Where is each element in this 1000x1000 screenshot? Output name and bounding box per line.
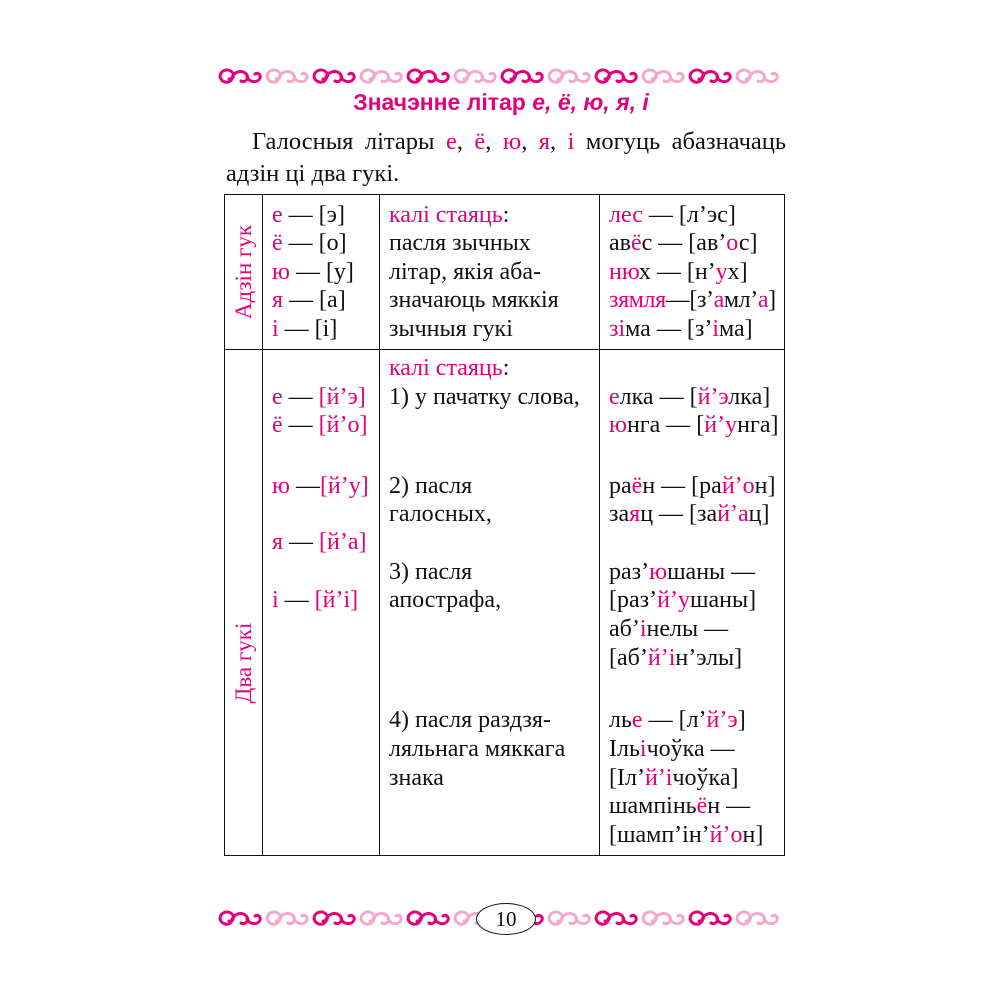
map-item: е — [э] bbox=[272, 202, 345, 228]
example-line: лье — [л’й’э] bbox=[609, 707, 746, 734]
scroll-motif bbox=[643, 70, 683, 82]
ex-part: ю bbox=[649, 559, 668, 586]
rule-heading bbox=[389, 201, 599, 229]
two-sounds-row bbox=[225, 350, 785, 856]
map-letter: я bbox=[272, 529, 284, 556]
ex-part: [за bbox=[689, 501, 718, 528]
ex-part: [л’ bbox=[678, 202, 707, 228]
rule-line: пасля зычных bbox=[389, 230, 531, 257]
intro-letter-yo: ё bbox=[474, 128, 486, 155]
scroll-motif bbox=[408, 70, 448, 82]
scroll-motif bbox=[549, 912, 589, 924]
rule-condition-1: 1) у пачатку слова, bbox=[389, 384, 580, 411]
map-item: ю —[й’у] bbox=[272, 473, 369, 500]
ex-part: [з’ bbox=[689, 287, 714, 314]
title-lead: Значэнне літар bbox=[353, 89, 526, 115]
ex-part: а bbox=[757, 287, 769, 314]
map-sound: [й’і] bbox=[314, 587, 359, 614]
map-letter: ё bbox=[272, 412, 283, 439]
ex-part: ма] bbox=[718, 315, 753, 342]
ex-part: аб’ bbox=[609, 616, 640, 643]
page-number: 10 bbox=[476, 903, 536, 935]
ex-part: ц] bbox=[748, 501, 770, 528]
ex-part: н] bbox=[754, 473, 776, 500]
scroll-motif bbox=[737, 70, 777, 82]
intro-text-end: могуць абазначаць bbox=[585, 128, 787, 155]
ex-part: ] bbox=[768, 287, 776, 314]
ex-part: [н’ bbox=[686, 258, 716, 285]
rule-line: зычныя гукі bbox=[389, 315, 513, 342]
scroll-motif bbox=[220, 70, 260, 82]
one-sound-row bbox=[225, 195, 785, 350]
ex-part: лес bbox=[609, 202, 643, 228]
one-sound-map-cell bbox=[263, 195, 380, 350]
ex-part: [ра bbox=[691, 473, 722, 500]
ex-part: лка bbox=[619, 384, 654, 411]
map-letter: і bbox=[272, 587, 279, 614]
example-line: авёс — [ав’ос] bbox=[609, 230, 758, 257]
ex-part: [Іл’ bbox=[609, 765, 645, 792]
rule-colon: : bbox=[502, 202, 510, 228]
ex-part: ма bbox=[625, 315, 651, 342]
map-sound: [о] bbox=[318, 230, 347, 257]
rule-when: калі стаяць bbox=[389, 355, 503, 382]
map-item: я — [а] bbox=[272, 287, 346, 314]
intro-text-start: Галосныя літары bbox=[252, 128, 435, 155]
ex-part: у bbox=[715, 258, 728, 285]
ex-part: мля bbox=[628, 287, 666, 314]
ex-part: [ bbox=[689, 384, 698, 411]
ex-part: й’а bbox=[717, 501, 749, 528]
map-column bbox=[272, 350, 379, 855]
ex-part: чоўка — bbox=[646, 736, 735, 763]
ex-part: е bbox=[609, 384, 620, 411]
intro-letter-ya: я bbox=[538, 128, 551, 155]
intro-paragraph bbox=[226, 126, 786, 190]
ex-part: за bbox=[609, 501, 630, 528]
ex-part: о bbox=[726, 230, 739, 257]
ex-part: [ bbox=[696, 412, 705, 439]
scroll-motif bbox=[502, 70, 542, 82]
ex-part: й’о bbox=[709, 822, 743, 849]
two-sounds-examples-cell bbox=[600, 350, 785, 856]
ex-part: нга bbox=[626, 412, 661, 439]
example-line: юнга — [й’унга] bbox=[609, 412, 779, 439]
scroll-motif bbox=[690, 912, 730, 924]
scroll-motif bbox=[455, 70, 495, 82]
ex-part: х bbox=[638, 258, 651, 285]
ex-part: нга] bbox=[737, 412, 779, 439]
intro-letter-i: і bbox=[567, 128, 575, 155]
map-sound: [й’о] bbox=[318, 412, 368, 439]
ex-part: ню bbox=[609, 258, 639, 285]
example-line: заяц — [зай’ац] bbox=[609, 501, 770, 528]
ex-part: і bbox=[639, 616, 647, 643]
ex-part: с] bbox=[738, 230, 758, 257]
page-title bbox=[218, 89, 784, 116]
ex-part: й’і bbox=[647, 645, 676, 672]
one-sound-label-cell bbox=[225, 195, 263, 350]
scroll-motif bbox=[220, 912, 260, 924]
scroll-motif bbox=[408, 912, 448, 924]
map-item: і — [і] bbox=[272, 315, 338, 342]
scroll-motif bbox=[314, 912, 354, 924]
ex-part: [раз’ bbox=[609, 587, 658, 614]
top-ornament-border bbox=[218, 64, 784, 90]
ex-part: [ав’ bbox=[688, 230, 727, 257]
ex-part: Іль bbox=[609, 736, 640, 763]
ex-part: [з’ bbox=[686, 315, 713, 342]
ex-part: й’о bbox=[721, 473, 755, 500]
ex-part: шаны] bbox=[689, 587, 757, 614]
scroll-motif bbox=[596, 912, 636, 924]
ex-part: ль bbox=[609, 707, 632, 734]
rule-condition-2: 2) пасля bbox=[389, 473, 473, 500]
scroll-motif bbox=[737, 912, 777, 924]
scroll-ornament-icon bbox=[218, 64, 784, 90]
intro-line-1: Галосныя літары е, ё, ю, я, і могуць абазначаць bbox=[252, 128, 787, 155]
ex-part: шаны — bbox=[667, 559, 756, 586]
title-letters: е, ё, ю, я, і bbox=[532, 89, 649, 115]
letters-table bbox=[224, 194, 785, 856]
scroll-motif bbox=[643, 912, 683, 924]
map-item: е — [й’э] bbox=[272, 384, 366, 411]
scroll-motif bbox=[361, 70, 401, 82]
example-line: елка — [й’элка] bbox=[609, 384, 771, 411]
two-sounds-label: Два гукі bbox=[230, 622, 256, 704]
intro-letter-e: е bbox=[445, 128, 457, 155]
map-item: я — [й’а] bbox=[272, 529, 367, 556]
map-sound: [і] bbox=[314, 315, 338, 342]
ex-part: с bbox=[641, 230, 653, 257]
ex-part: ц bbox=[640, 501, 654, 528]
ex-part: я bbox=[629, 501, 641, 528]
map-sound: [э] bbox=[318, 202, 345, 228]
ex-part: мл’ bbox=[723, 287, 758, 314]
rule-condition-4-end: знака bbox=[389, 765, 444, 792]
map-item: ё — [й’о] bbox=[272, 412, 368, 439]
map-letter: е bbox=[272, 384, 283, 411]
ex-part: н] bbox=[742, 822, 764, 849]
map-item: ё — [о] bbox=[272, 230, 347, 257]
ex-part: раз’ bbox=[609, 559, 650, 586]
ex-part: ю bbox=[609, 412, 627, 439]
example-line bbox=[609, 735, 735, 763]
rule-column bbox=[389, 350, 599, 855]
rule-condition-4: 4) пасля раздзя- bbox=[389, 707, 551, 734]
ex-part: й’э bbox=[706, 707, 738, 734]
ex-part: е bbox=[631, 707, 643, 734]
example-line bbox=[609, 764, 738, 792]
example-line: зямля—[з’амл’а] bbox=[609, 287, 776, 314]
example-line bbox=[609, 586, 756, 614]
ex-part: х] bbox=[727, 258, 748, 285]
map-letter: е bbox=[272, 202, 283, 228]
ex-part: й’у bbox=[704, 412, 738, 439]
rule-condition-4-cont: ляльнага мяккага bbox=[389, 736, 566, 763]
map-item: ю — [у] bbox=[272, 258, 354, 285]
ex-part: зя bbox=[609, 287, 629, 314]
map-letter: я bbox=[272, 287, 284, 314]
ex-part: чоўка] bbox=[672, 765, 739, 792]
map-item: і — [й’і] bbox=[272, 587, 359, 614]
scroll-motif bbox=[267, 70, 307, 82]
one-sound-rule-cell bbox=[380, 195, 600, 350]
ex-part: нелы — bbox=[646, 616, 729, 643]
ex-part: ё bbox=[696, 793, 708, 820]
example-line: нюх — [н’ух] bbox=[609, 258, 748, 285]
ex-part: й’э bbox=[697, 384, 729, 411]
scroll-motif bbox=[267, 912, 307, 924]
ex-part: а bbox=[713, 287, 724, 314]
map-sound: [й’а] bbox=[319, 529, 367, 556]
ex-part: ] bbox=[737, 707, 746, 734]
map-letter: ё bbox=[272, 230, 283, 257]
ex-part: [л’ bbox=[678, 707, 707, 734]
rule-line: значаюць мяккія bbox=[389, 287, 559, 314]
ex-part: ра bbox=[609, 473, 632, 500]
map-sound: [й’э] bbox=[318, 384, 366, 411]
scroll-motif bbox=[314, 70, 354, 82]
ex-part: і bbox=[639, 736, 647, 763]
scroll-motif bbox=[361, 912, 401, 924]
ex-part: зі bbox=[609, 315, 626, 342]
ex-part: ё bbox=[630, 230, 642, 257]
rule-condition-3: 3) пасля bbox=[389, 559, 473, 586]
ex-part: і bbox=[712, 315, 719, 342]
ex-part: шампінь bbox=[609, 793, 697, 820]
ex-part: [шамп’ін’ bbox=[609, 822, 710, 849]
scroll-motif bbox=[596, 70, 636, 82]
two-sounds-rule-cell bbox=[380, 350, 600, 856]
example-line bbox=[609, 821, 763, 849]
scroll-motif bbox=[690, 70, 730, 82]
one-sound-label: Адзін гук bbox=[230, 224, 256, 320]
map-sound: [а] bbox=[319, 287, 346, 314]
ex-part: [аб’ bbox=[609, 645, 648, 672]
examples-column bbox=[609, 350, 784, 855]
example-line: лес — [л’эс] bbox=[609, 202, 736, 228]
ex-part: э bbox=[706, 202, 718, 228]
ex-part: й’у bbox=[657, 587, 690, 614]
ex-part: лка] bbox=[728, 384, 771, 411]
scroll-motif bbox=[549, 70, 589, 82]
example-line: раён — [рай’он] bbox=[609, 473, 776, 500]
intro-line-2: адзін ці два гукі. bbox=[226, 160, 400, 187]
example-line: зіма — [з’іма] bbox=[609, 315, 753, 342]
rule-condition-2-cont: галосных, bbox=[389, 501, 492, 528]
ex-part: ё bbox=[631, 473, 643, 500]
map-sound: [й’у] bbox=[319, 473, 369, 500]
ex-part: ав bbox=[609, 230, 631, 257]
rule-heading bbox=[389, 354, 509, 382]
example-line bbox=[609, 644, 742, 672]
example-line bbox=[609, 615, 728, 643]
map-letter: і bbox=[272, 315, 279, 342]
rule-colon: : bbox=[502, 355, 510, 382]
map-letter: ю bbox=[272, 258, 290, 285]
two-sounds-map-cell bbox=[263, 350, 380, 856]
rule-line: літар, якія аба- bbox=[389, 258, 541, 285]
ex-part: с] bbox=[717, 202, 736, 228]
ex-part: н bbox=[642, 473, 656, 500]
ex-part: н’элы] bbox=[675, 645, 743, 672]
intro-letter-yu: ю bbox=[502, 128, 522, 155]
ex-part: й’і bbox=[644, 765, 673, 792]
map-letter: ю bbox=[272, 473, 290, 500]
map-sound: [у] bbox=[325, 258, 354, 285]
rule-when: калі стаяць bbox=[389, 202, 503, 228]
rule-condition-3-cont: апострафа, bbox=[389, 587, 502, 614]
ex-part: н — bbox=[707, 793, 751, 820]
example-line bbox=[609, 792, 750, 820]
one-sound-examples-cell bbox=[600, 195, 785, 350]
example-line bbox=[609, 558, 755, 586]
two-sounds-label-cell bbox=[225, 350, 263, 856]
